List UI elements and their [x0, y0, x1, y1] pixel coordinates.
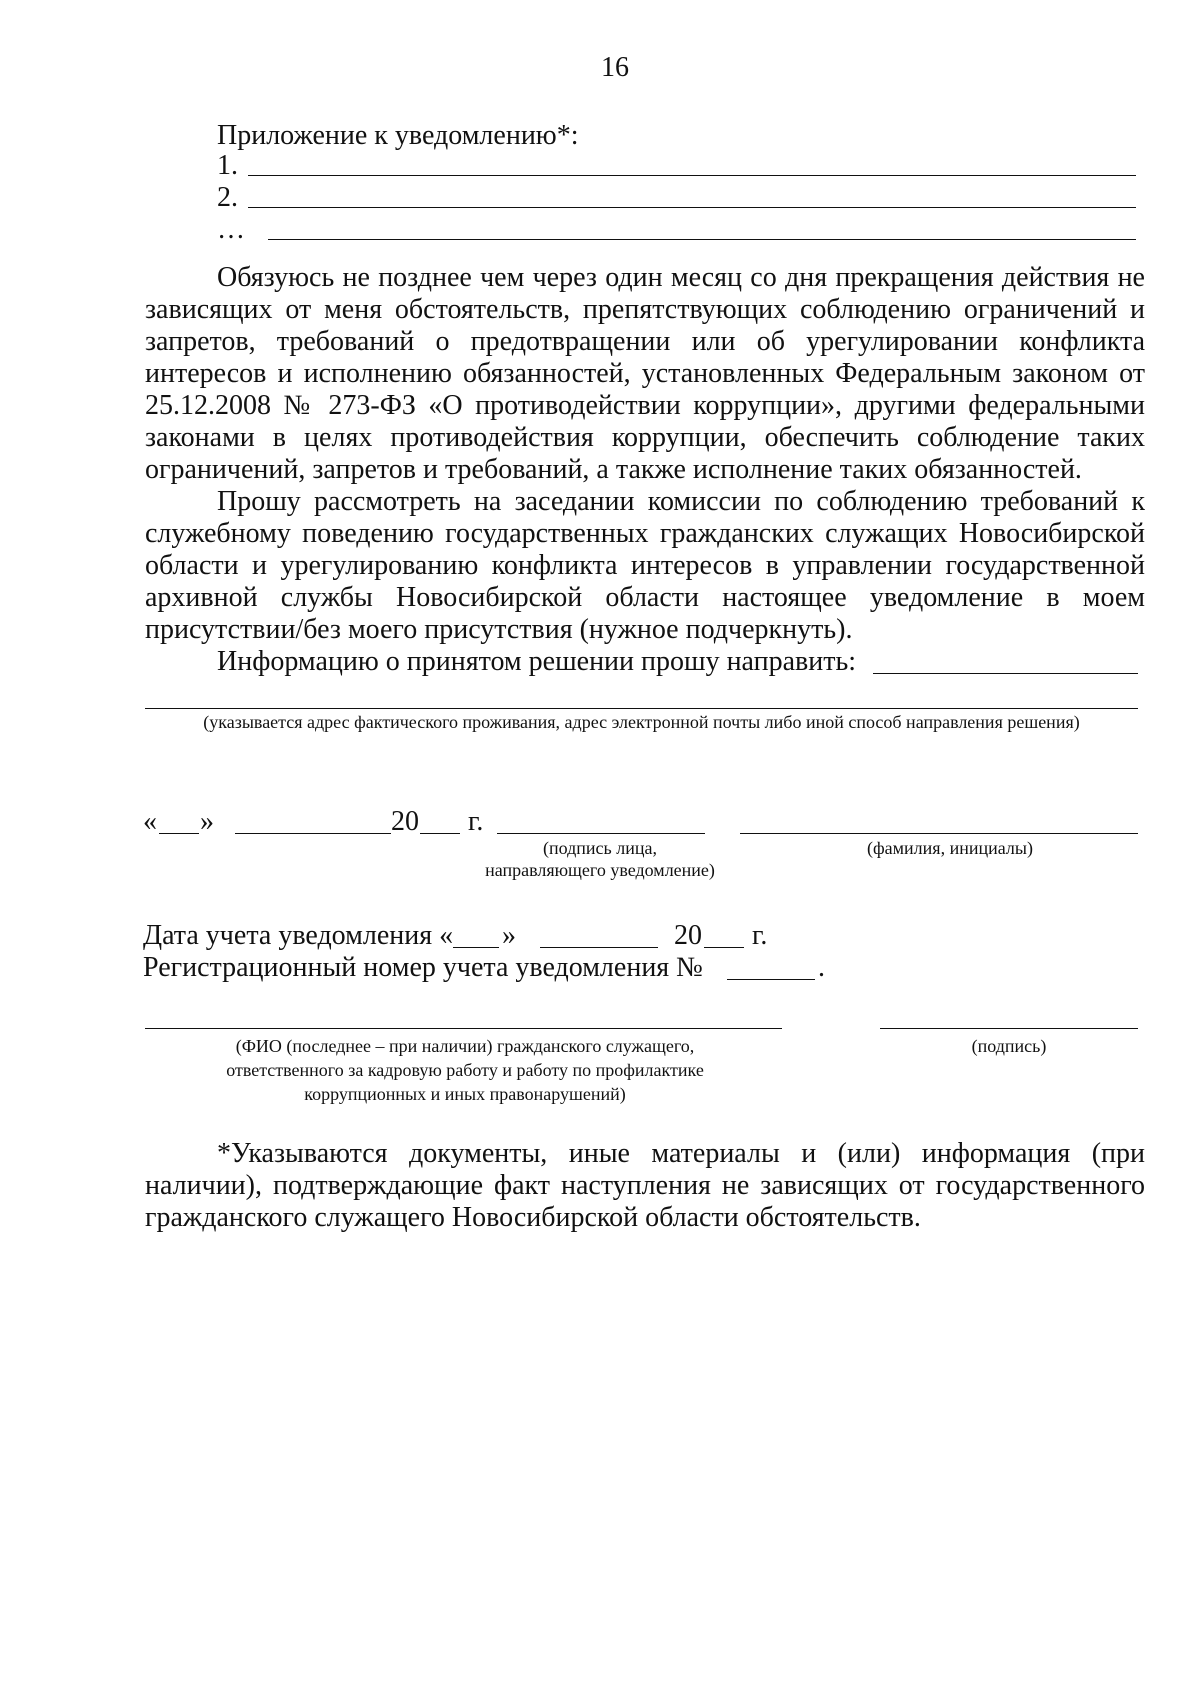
appendix-item-1-line[interactable]: [248, 175, 1136, 176]
officer-signature-caption: (подпись): [971, 1036, 1047, 1056]
date-close-quote: »: [200, 806, 214, 837]
registration-date-label: Дата учета уведомления «: [143, 920, 454, 951]
date-month-line[interactable]: [235, 833, 391, 834]
officer-caption-1: (ФИО (последнее – при наличии) гражданского служащего,: [235, 1036, 695, 1056]
registration-month-line[interactable]: [540, 947, 658, 948]
registration-date-close: »: [502, 920, 516, 951]
appendix-item-more: …: [217, 214, 245, 245]
info-label: Информацию о принятом решении прошу направить:: [217, 646, 857, 677]
page-number: 16: [601, 52, 629, 83]
request-paragraph: Прошу рассмотреть на заседании комиссии по соблюдению требований к служебному поведению государственных гражданских служащих Новосибирской области и урегулированию конфликта интересов в управлении государственной архивной службы Новосибирской области настоящее уведомление в моем присутствии/без моего присутствия (нужное подчеркнуть).: [145, 486, 1145, 645]
info-answer-line[interactable]: [873, 673, 1138, 674]
officer-caption-3: коррупционных и иных правонарушений): [304, 1084, 626, 1104]
date-day-line[interactable]: [159, 833, 199, 834]
sender-signature-line[interactable]: [497, 833, 705, 834]
registration-year-line[interactable]: [704, 947, 744, 948]
registration-number-end: .: [818, 952, 825, 983]
appendix-item-more-line[interactable]: [268, 239, 1136, 240]
registration-day-line[interactable]: [453, 947, 499, 948]
date-year-line[interactable]: [420, 833, 460, 834]
registration-year-suffix: г.: [752, 920, 768, 951]
footnote-paragraph: *Указываются документы, иные материалы и (или) информация (при наличии), подтверждающие факт наступления не зависящих от государственного гражданского служащего Новосибирской области обстоятельств.: [145, 1138, 1145, 1233]
officer-caption-2: ответственного за кадровую работу и работу по профилактике: [226, 1060, 704, 1080]
officer-signature-line[interactable]: [880, 1028, 1138, 1029]
sender-name-line[interactable]: [740, 833, 1138, 834]
address-line[interactable]: [145, 708, 1138, 709]
date-year-suffix: г.: [468, 806, 484, 837]
address-caption: (указывается адрес фактического проживания, адрес электронной почты либо иной способ направления решения): [203, 712, 1080, 732]
registration-number-label: Регистрационный номер учета уведомления №: [143, 952, 703, 983]
appendix-item-2-number: 2.: [217, 182, 238, 213]
sender-signature-caption-1: (подпись лица,: [543, 838, 657, 858]
date-open-quote: «: [143, 806, 157, 837]
officer-name-line[interactable]: [145, 1028, 782, 1029]
appendix-item-2-line[interactable]: [248, 207, 1136, 208]
appendix-item-1-number: 1.: [217, 150, 238, 181]
obligation-paragraph: Обязуюсь не позднее чем через один месяц со дня прекращения действия не зависящих от меня обстоятельств, препятствующих соблюдению ограничений и запретов, требований о предотвращении или об урегулировании конфликта интересов и исполнению обязанностей, установленных Федеральным законом от 25.12.2008 № 273-ФЗ «О противодействии коррупции», другими федеральными законами в целях противодействия коррупции, обеспечить соблюдение таких ограничений, запретов и требований, а также исполнение таких обязанностей.: [145, 262, 1145, 485]
registration-year-prefix: 20: [674, 920, 702, 951]
date-year-prefix: 20: [391, 806, 419, 837]
sender-name-caption: (фамилия, инициалы): [867, 838, 1033, 858]
registration-number-line[interactable]: [727, 979, 815, 980]
sender-signature-caption-2: направляющего уведомление): [485, 860, 715, 880]
appendix-heading: Приложение к уведомлению*:: [217, 120, 579, 151]
